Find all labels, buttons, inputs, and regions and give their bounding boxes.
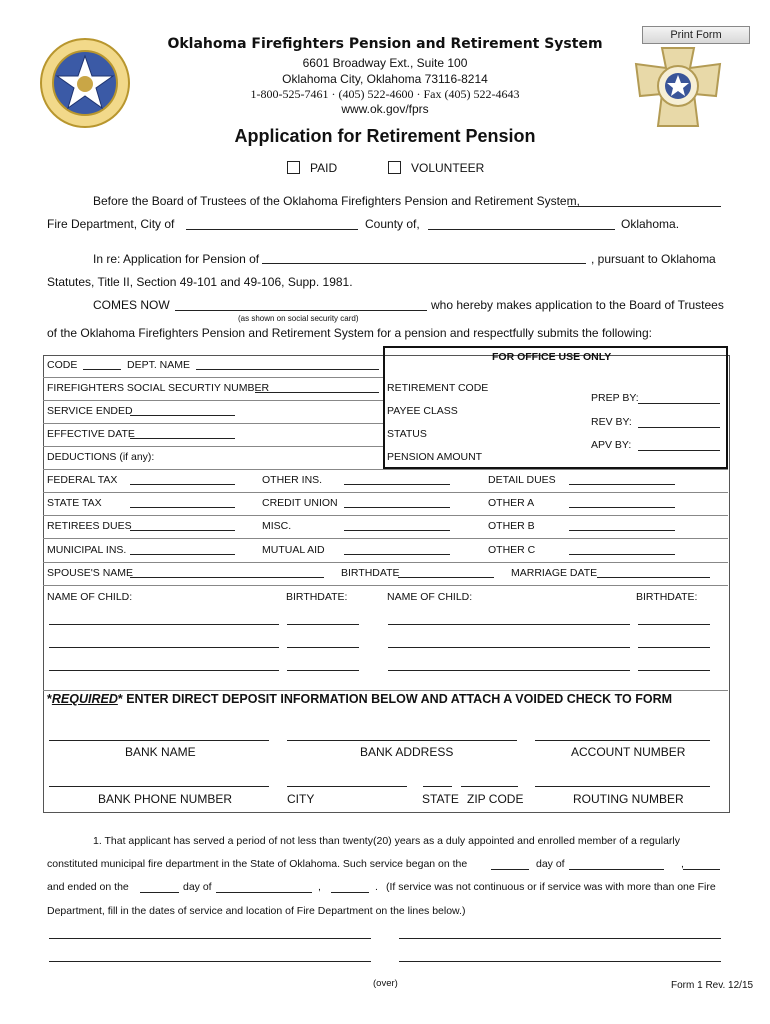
child-birthdate-field[interactable]: [638, 647, 710, 648]
detail-dues-field[interactable]: [569, 484, 675, 485]
state-tax-field[interactable]: [130, 507, 235, 508]
payee-class-label: PAYEE CLASS: [387, 405, 458, 417]
child-name-field[interactable]: [388, 647, 630, 648]
grid-row-divider: [43, 377, 383, 378]
grid-row-divider: [43, 690, 728, 691]
ended-month-field[interactable]: [216, 892, 312, 893]
ended-day-field[interactable]: [140, 892, 179, 893]
child-birthdate-label: BIRTHDATE:: [286, 591, 348, 603]
retirees-dues-label: RETIREES DUES: [47, 520, 132, 532]
grid-row-divider: [43, 515, 728, 516]
volunteer-checkbox[interactable]: [388, 161, 401, 174]
address-line-2: Oklahoma City, Oklahoma 73116-8214: [282, 72, 488, 86]
child-name-field[interactable]: [49, 624, 279, 625]
child-birthdate-field[interactable]: [287, 624, 359, 625]
paid-checkbox[interactable]: [287, 161, 300, 174]
rev-by-label: REV BY:: [591, 416, 632, 428]
ended-year-field[interactable]: [331, 892, 369, 893]
inre-label: In re: Application for Pension of: [93, 252, 260, 266]
bank-phone-field[interactable]: [49, 786, 269, 787]
oklahoma-label: Oklahoma.: [621, 217, 680, 231]
paid-label: PAID: [310, 161, 338, 175]
federal-tax-label: FEDERAL TAX: [47, 474, 118, 486]
deposit-heading-star: *: [47, 692, 52, 706]
required-word: REQUIRED: [51, 692, 118, 706]
child-birthdate-field[interactable]: [638, 670, 710, 671]
child-name-field[interactable]: [49, 670, 279, 671]
federal-tax-field[interactable]: [130, 484, 235, 485]
child-name-field[interactable]: [49, 647, 279, 648]
before-board-text: Before the Board of Trustees of the Oklahoma Firefighters Pension and Retirement System,: [93, 194, 580, 208]
child-name-label: NAME OF CHILD:: [387, 591, 473, 603]
county-label: County of,: [365, 217, 420, 231]
apv-by-label: APV BY:: [591, 439, 632, 451]
code-field[interactable]: [83, 369, 121, 370]
ssn-field[interactable]: [255, 392, 379, 393]
city-field[interactable]: [287, 786, 407, 787]
marriage-date-label: MARRIAGE DATE: [511, 567, 598, 579]
apv-by-field[interactable]: [638, 450, 720, 451]
other-a-label: OTHER A: [488, 497, 535, 509]
grid-row-divider: [43, 400, 383, 401]
other-b-field[interactable]: [569, 530, 675, 531]
account-number-label: ACCOUNT NUMBER: [571, 745, 686, 759]
credit-union-field[interactable]: [344, 507, 450, 508]
prep-by-field[interactable]: [638, 403, 720, 404]
effective-date-field[interactable]: [130, 438, 235, 439]
form-title: Application for Retirement Pension: [234, 126, 536, 146]
spouse-name-field[interactable]: [130, 577, 324, 578]
deposit-heading-text: * ENTER DIRECT DEPOSIT INFORMATION BELOW AND ATTACH A VOIDED CHECK TO FORM: [117, 692, 673, 706]
dept-fill-text: Department, fill in the dates of service and location of Fire Department on the lines below.): [47, 905, 466, 917]
grid-row-divider: [43, 423, 383, 424]
spouse-name-label: SPOUSE'S NAME: [47, 567, 134, 579]
code-label: CODE: [47, 359, 78, 371]
child-birthdate-field[interactable]: [287, 647, 359, 648]
zip-field[interactable]: [461, 786, 518, 787]
dept-name-field[interactable]: [196, 369, 379, 370]
began-month-field[interactable]: [569, 869, 664, 870]
dept-name-label: DEPT. NAME: [127, 359, 191, 371]
other-b-label: OTHER B: [488, 520, 535, 532]
state-tax-label: STATE TAX: [47, 497, 102, 509]
account-number-field[interactable]: [535, 740, 710, 741]
service-detail-field[interactable]: [399, 961, 721, 962]
website: www.ok.gov/fprs: [341, 102, 429, 116]
who-hereby-text: who hereby makes application to the Board of Trustees: [431, 298, 724, 312]
child-name-field[interactable]: [388, 624, 630, 625]
service-detail-field[interactable]: [49, 961, 371, 962]
mutual-aid-field[interactable]: [344, 554, 450, 555]
state-label: STATE: [422, 792, 459, 806]
mutual-aid-label: MUTUAL AID: [262, 544, 325, 556]
marriage-date-field[interactable]: [597, 577, 710, 578]
pursuant-label: , pursuant to Oklahoma: [591, 252, 716, 266]
service-began-text: constituted municipal fire department in the State of Oklahoma. Such service began on the: [47, 858, 468, 870]
comma-label: ,: [681, 858, 684, 870]
grid-row-divider: [43, 492, 728, 493]
status-label: STATUS: [387, 428, 427, 440]
form-revision: Form 1 Rev. 12/15: [671, 980, 754, 991]
office-use-title: FOR OFFICE USE ONLY: [492, 351, 612, 363]
fire-dept-label: Fire Department, City of: [47, 217, 175, 231]
other-c-field[interactable]: [569, 554, 675, 555]
comes-now-field[interactable]: [175, 310, 427, 311]
bank-name-label: BANK NAME: [125, 745, 196, 759]
bank-phone-label: BANK PHONE NUMBER: [98, 792, 233, 806]
child-birthdate-label: BIRTHDATE:: [636, 591, 698, 603]
routing-number-label: ROUTING NUMBER: [573, 792, 684, 806]
zip-label: ZIP CODE: [467, 792, 524, 806]
began-year-field[interactable]: [683, 869, 720, 870]
child-birthdate-field[interactable]: [287, 670, 359, 671]
child-birthdate-field[interactable]: [638, 624, 710, 625]
grid-row-divider: [43, 562, 728, 563]
effective-date-label: EFFECTIVE DATE: [47, 428, 135, 440]
day-of-label: day of: [183, 881, 212, 893]
municipal-ins-field[interactable]: [130, 554, 235, 555]
state-field[interactable]: [423, 786, 452, 787]
child-name-label: NAME OF CHILD:: [47, 591, 133, 603]
retirement-code-label: RETIREMENT CODE: [387, 382, 489, 394]
grid-row-divider: [43, 469, 728, 470]
other-c-label: OTHER C: [488, 544, 536, 556]
rev-by-field[interactable]: [638, 427, 720, 428]
detail-dues-label: DETAIL DUES: [488, 474, 556, 486]
phone-line: 1-800-525-7461 · (405) 522-4600 · Fax (405) 522-4643: [250, 87, 520, 101]
city-label: CITY: [287, 792, 315, 806]
bank-address-field[interactable]: [287, 740, 517, 741]
not-continuous-text: (If service was not continuous or if service was with more than one Fire: [386, 881, 716, 893]
child-name-field[interactable]: [388, 670, 630, 671]
service-ended-field[interactable]: [130, 415, 235, 416]
began-day-field[interactable]: [491, 869, 529, 870]
over-note: (over): [373, 978, 398, 989]
day-of-label: day of: [536, 858, 565, 870]
other-ins-label: OTHER INS.: [262, 474, 323, 486]
prep-by-label: PREP BY:: [591, 392, 639, 404]
spouse-birthdate-label: BIRTHDATE: [341, 567, 400, 579]
service-detail-field[interactable]: [399, 938, 721, 939]
service-ended-label: SERVICE ENDED: [47, 405, 133, 417]
routing-number-field[interactable]: [535, 786, 710, 787]
other-a-field[interactable]: [569, 507, 675, 508]
retirees-dues-field[interactable]: [130, 530, 235, 531]
grid-row-divider: [43, 585, 728, 586]
of-the-text: of the Oklahoma Firefighters Pension and Retirement System for a pension and respectfully submits the following:: [47, 326, 652, 340]
applicant-name-field[interactable]: [262, 263, 586, 264]
grid-row-divider: [43, 446, 383, 447]
municipal-ins-label: MUNICIPAL INS.: [47, 544, 127, 556]
credit-union-label: CREDIT UNION: [262, 497, 338, 509]
service-detail-field[interactable]: [49, 938, 371, 939]
comma-label: ,: [318, 881, 321, 893]
spouse-birthdate-field[interactable]: [398, 577, 494, 578]
grid-row-divider: [43, 538, 728, 539]
ended-on-label: and ended on the: [47, 881, 129, 893]
deposit-heading: [47, 692, 672, 706]
statutes-text: Statutes, Title II, Section 49-101 and 49-106, Supp. 1981.: [47, 275, 353, 289]
misc-field[interactable]: [344, 530, 450, 531]
county-field[interactable]: [428, 229, 615, 230]
bank-address-label: BANK ADDRESS: [360, 745, 454, 759]
deductions-label: DEDUCTIONS (if any):: [47, 451, 155, 463]
ssc-note: (as shown on social security card): [238, 314, 359, 323]
period-label: .: [375, 881, 378, 893]
print-form-button[interactable]: Print Form: [642, 26, 750, 44]
comes-now-label: COMES NOW: [93, 298, 170, 312]
service-paragraph-1: 1. That applicant has served a period of not less than twenty(20) years as a duly appointed and enrolled member of a regularly: [93, 835, 680, 847]
ssn-label: FIREFIGHTERS SOCIAL SECURTIY NUMBER: [47, 382, 270, 394]
other-ins-field[interactable]: [344, 484, 450, 485]
volunteer-label: VOLUNTEER: [411, 161, 485, 175]
org-name: Oklahoma Firefighters Pension and Retirement System: [167, 36, 603, 52]
city-field[interactable]: [186, 229, 358, 230]
address-line-1: 6601 Broadway Ext., Suite 100: [302, 56, 468, 70]
pension-amount-label: PENSION AMOUNT: [387, 451, 483, 463]
misc-label: MISC.: [262, 520, 292, 532]
bank-name-field[interactable]: [49, 740, 269, 741]
board-blank[interactable]: [568, 206, 721, 207]
